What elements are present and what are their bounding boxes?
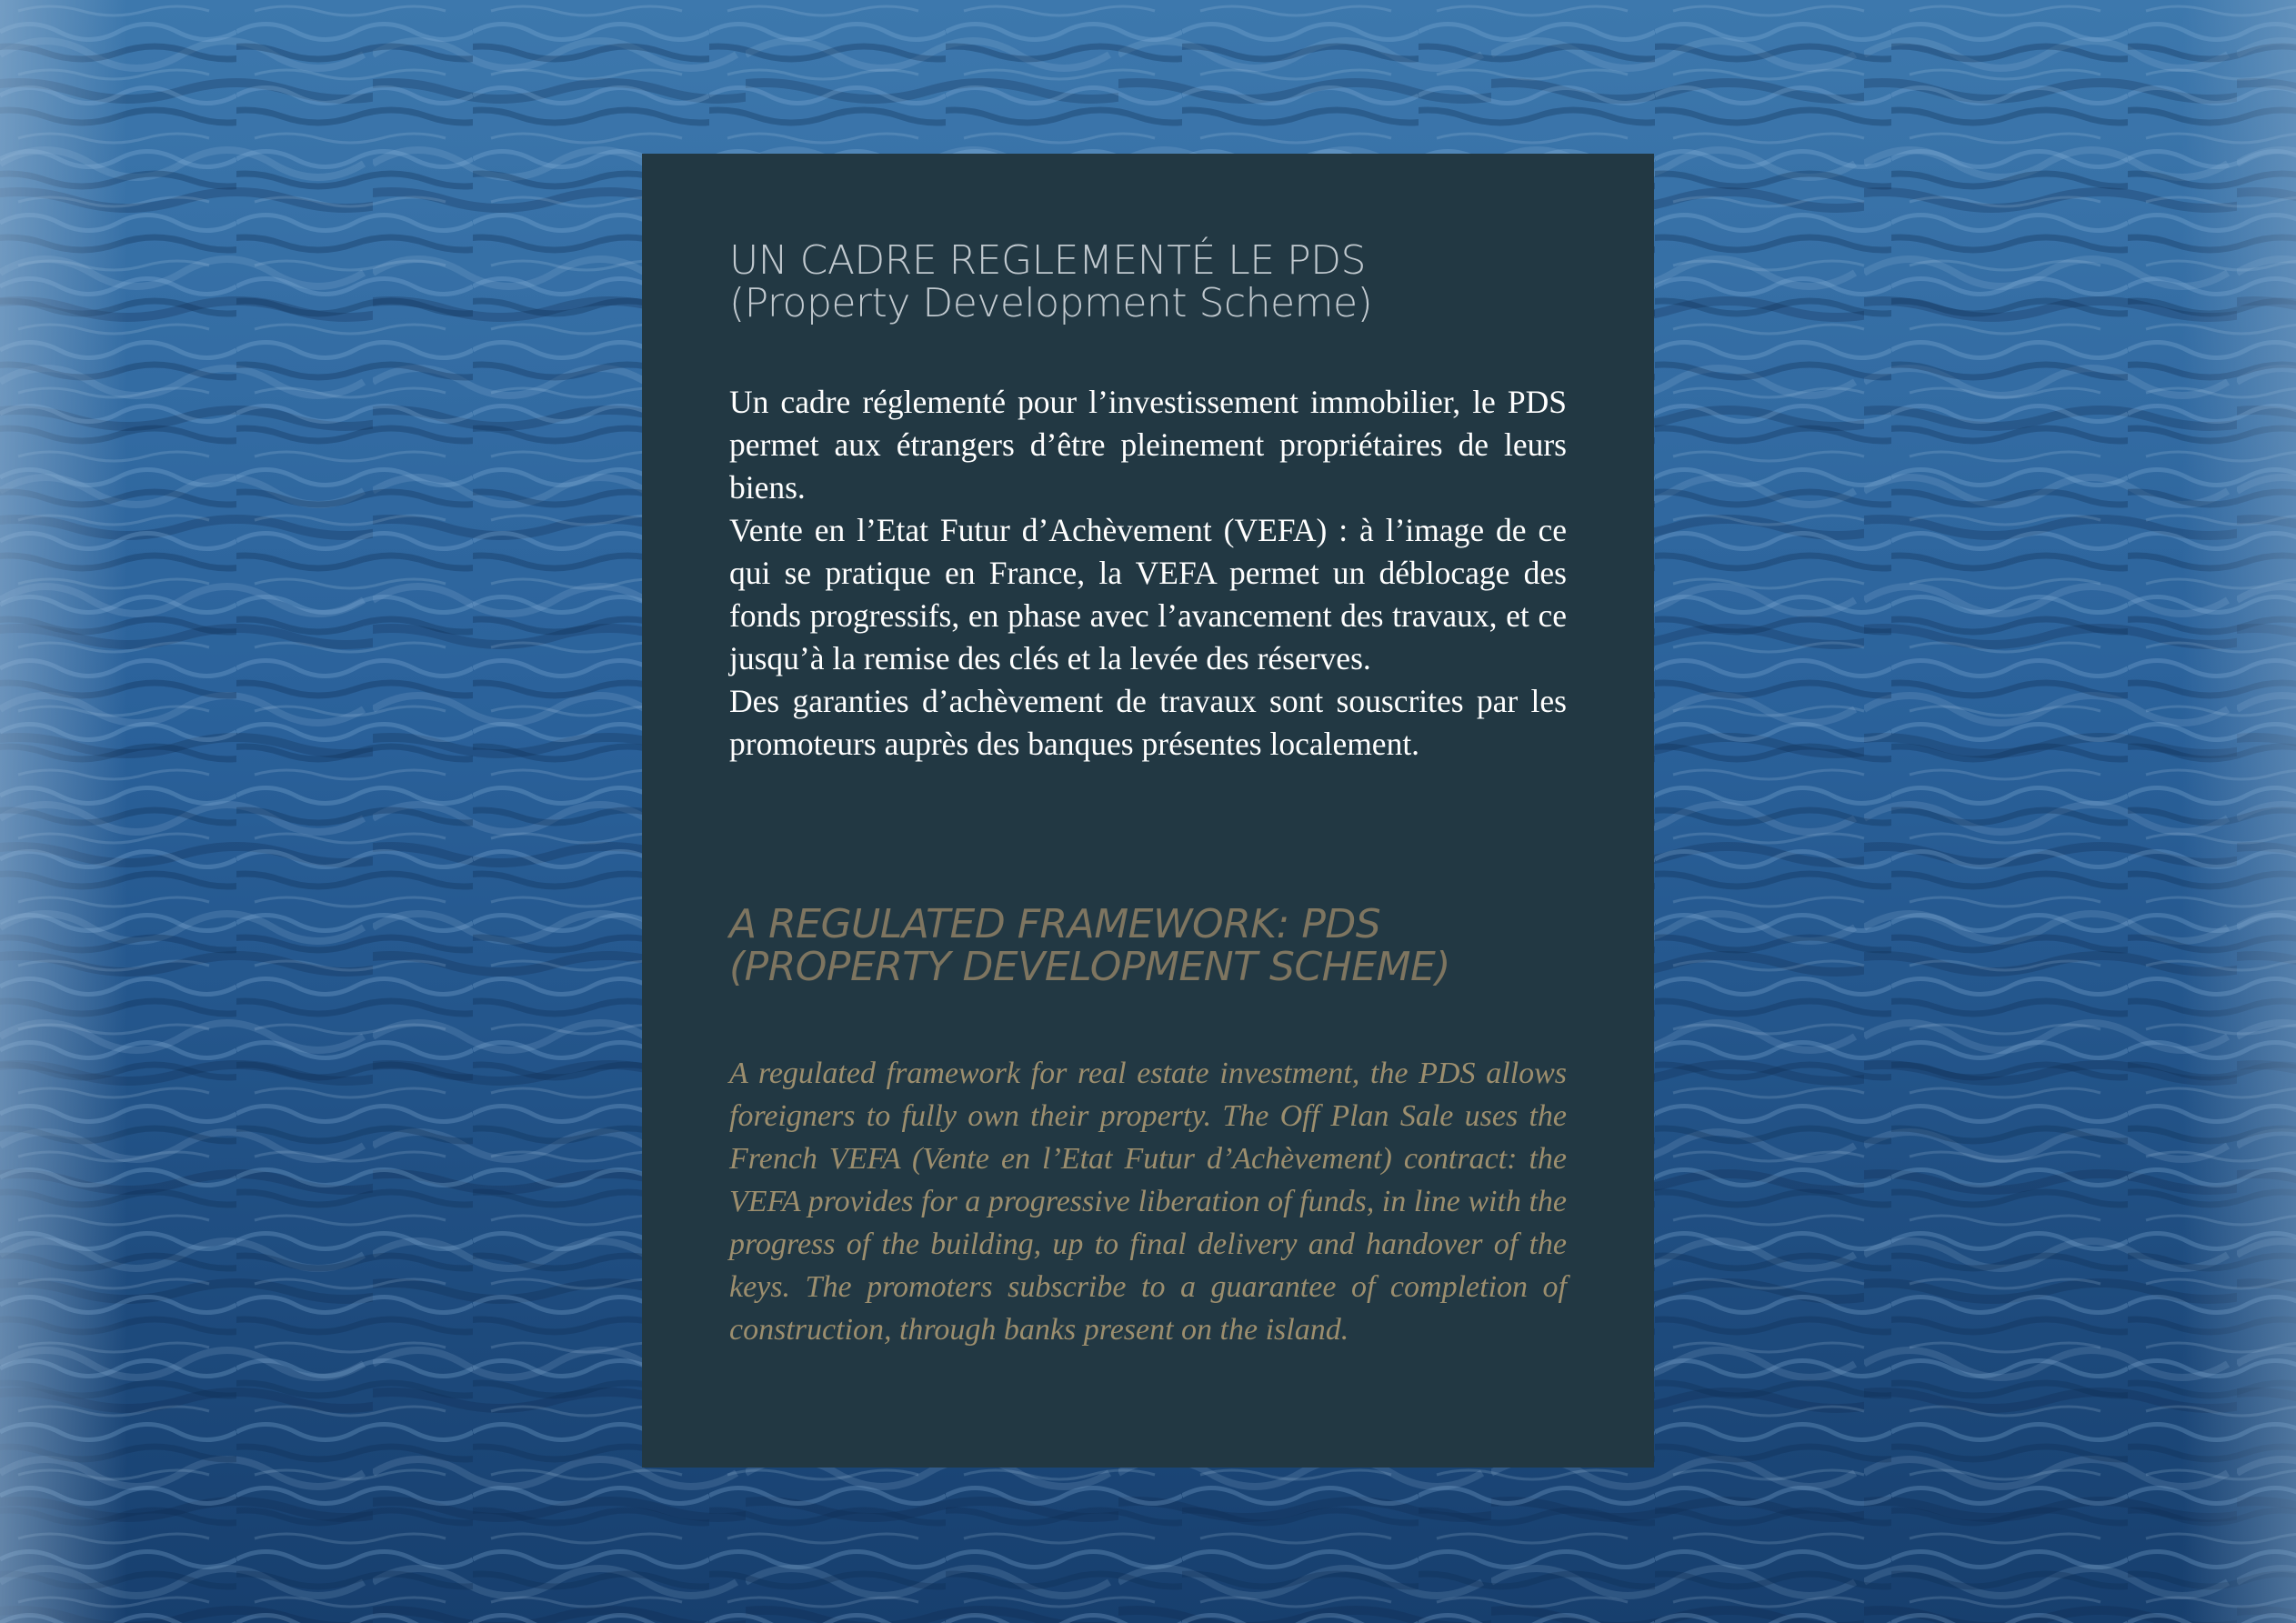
english-heading-line2: (PROPERTY DEVELOPMENT SCHEME) — [729, 944, 1450, 990]
french-heading-line1: UN CADRE REGLEMENTÉ LE PDS — [729, 237, 1366, 284]
french-body — [729, 381, 1567, 766]
english-heading-line1: A REGULATED FRAMEWORK: PDS — [729, 901, 1381, 947]
french-heading-line2: (Property Development Scheme) — [729, 280, 1373, 326]
french-paragraph-2: Vente en l’Etat Futur d’Achèvement (VEFA) : à l’image de ce qui se pratique en France, la VEFA permet un déblocage des fonds progressifs, en phase avec l’avancement des travaux, et ce jusqu’à la remise des clés et la levée des réserves. — [729, 512, 1567, 676]
english-paragraph: A regulated framework for real estate investment, the PDS allows foreigners to fully own their property. The Off Plan Sale uses the French VEFA (Vente en l’Etat Futur d’Achèvement) contract: the VEFA provides for a progressive liberation of funds, in line with the progress of the building, up to final delivery and handover of the keys. The promoters subscribe to a guarantee of completion of construction, through banks present on the island. — [729, 1057, 1567, 1347]
english-heading — [729, 903, 1567, 988]
french-heading — [729, 239, 1567, 325]
text-panel — [642, 154, 1654, 1468]
french-paragraph-3: Des garanties d’achèvement de travaux sont souscrites par les promoteurs auprès des banques présentes localement. — [729, 683, 1567, 762]
french-paragraph-1: Un cadre réglementé pour l’investissement immobilier, le PDS permet aux étrangers d’être pleinement propriétaires de leurs biens. — [729, 384, 1567, 506]
